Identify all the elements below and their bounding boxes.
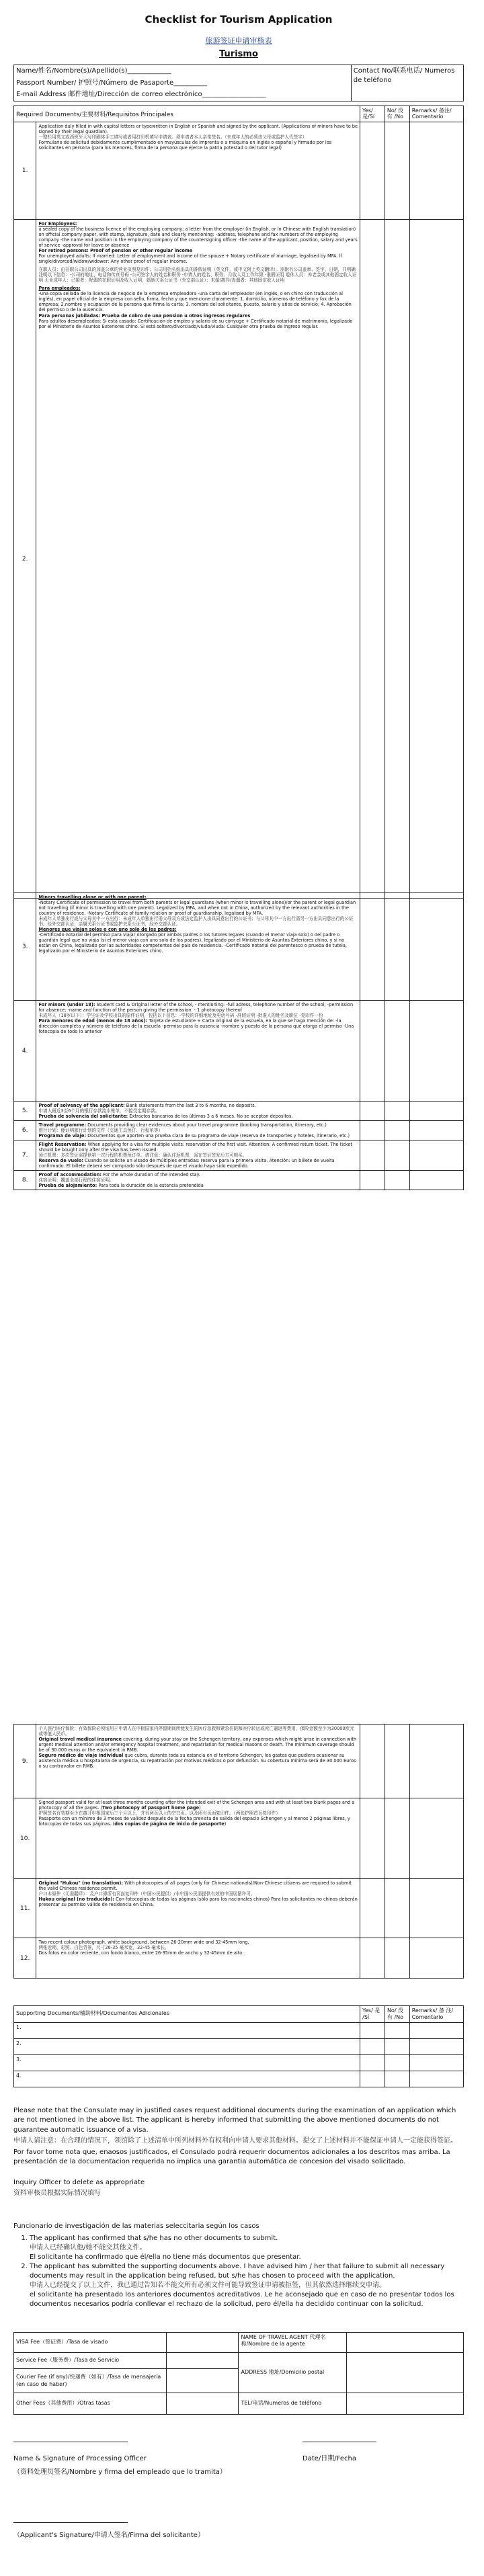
page-three bbox=[13, 1724, 464, 2576]
applicant-signature-label: （Applicant's Signature/申请人签名/Firma del solicitante） bbox=[13, 2532, 204, 2539]
row-unemployed-es: Para adultos desempleados: Si está casado: Certificación de empleo y salario de su cónyuge + Certificado notarial de matrimonio, legalizado por el Ministerio de Asuntos Exteriores chino. Si está soltero/divorciado/viudo/viuda: Cualquier otra prueba de ingreso regular. bbox=[38, 318, 353, 329]
tel-label: TEL/电话/Numeros de teléfono bbox=[239, 2393, 347, 2415]
row-text-cn: 两张近期、彩照、白色背景，尺寸26-35 毫米宽，32-45 毫米长。 bbox=[38, 1945, 169, 1951]
row-retired-en: For retired persons: Proof of pension or other regular income bbox=[38, 248, 193, 254]
page-one bbox=[13, 13, 464, 899]
table-row: 4. For minors (under 18): Student card & Original letter of the school, - mentioning: -full adress, telephone number of the school; -permission for absence; -name and function of the person giving the permission. - 1 photocopy thereof 未成年人（18岁以下）：学生证及学校出具的原件证明，包括以下信息：-学校的详细地址及电话号码 -准假证明 -批准人的姓名及职位 -复印件一份 Para menores de edad (menos de 18 años): Tarjeta de estudiante + Carta original de la escuela, en la que se haga mención de: -la dirección completa y número de teléfono de la escuela -permiso para la ausencia -nombre y puesto de la persona que otorga el permiso -Una fotocopia de todo lo anterior bbox=[14, 1001, 464, 1102]
table-row: 2. For Employees: a sealed copy of the business licence of the employing company; a letter from the employer (in English, or in Chinese with English translation) on official company paper, with stamp, signature, date and clearly mentioning: -address, telephone and fax numbers of the employing company -the name and position in the employing company of the countersigning officer -the name of the applicant, position, salary and years of service -approval for leave or absence For retired persons: Proof of pension or other regular income For unemployed adults: If married: Letter of employment and income of the spouse + Notary certificate of marriage, legalised by MFA. If single/divorced/widow/widower: Any other proof of regular income. 在职人员：由在职公司出具的加盖公章的营业执照复印件；公司用抬头纸出具的准假证明（英文件，或中文附上英文翻译）。需附有公司盖章、签字、日期，并明确注明以下信息：-公司的地址、电话和传真号码 -公司签字人的姓名和职务 -申请人的姓名、职务、月收入及工作年限 -准假证明 退休人员：养老金或其他固定收入证明 无业成年人：已婚者：配偶的在职证明及收入证明，婚姻关系公证书（外交部认证）；未婚/离异/丧偶者：其他固定收入证明 Para empleados: -una copia sellada de la licencia de negocio de la empresa empleadora -una carta del empleador (en inglés, o en chino con traducción al inglés), en papel oficial de la empresa con sello, firma, fecha y que mencione claramente: 1. domicilio, números de teléfono y fax de la empresa; 2.nombre y ocupación de la persona que firma la carta; 3. nombre del solicitante, puesto, salario y años de servicio; 4. Aprobación del permiso o de la ausencia. Para personas jubiladas: Prueba de cobro de una pension u otros ingresos regulares Para adultos desempleados: Si está casado: Certificación de empleo y salario de su cónyuge + Certificado notarial de matrimonio, legalizado por el Ministerio de Asuntos Exteriores chino. Si está soltero/divorciado/viudo/viuda: Cualquier otra prueba de ingreso regular. bbox=[14, 220, 464, 899]
inquiry-cn: 资料审核员根据实际情况填写 bbox=[13, 2190, 101, 2197]
row-heading-en: Flight Reservation: bbox=[38, 1142, 87, 1148]
row-text-en: When applying for a visa for multiple visits: reservation of the first visit. Attention: A confirmed return ticket. The ticket should be bought only after the visa has been issued. bbox=[38, 1142, 352, 1153]
no-checkbox[interactable] bbox=[385, 1140, 409, 1171]
remarks-cell[interactable] bbox=[409, 2054, 463, 2071]
no-checkbox[interactable] bbox=[385, 2022, 409, 2038]
row-text-cn: 护照签名有效期至少在离开申根国家后三个月以上，并有两页以上的空白页。以及所有页面复印件。（两张护照首页复印件） bbox=[38, 1811, 280, 1817]
no-checkbox[interactable] bbox=[385, 893, 409, 1001]
row-unemployed-en: For unemployed adults: If married: Letter of employment and income of the spouse + Notary certificate of marriage, legalised by MFA. If single/divorced/widow/widower: Any other proof of regular income. bbox=[38, 253, 342, 265]
applicant-info-table bbox=[13, 65, 464, 101]
officer-item: 2. The applicant has submitted the supporting documents above. I have advised him / her that failure to submit all necessary documents may result in the application being refused, but s/he has chosen to proceed with the application. 申请人已经提交了以上文件，我已通过告知若不能交所有必须文件可能导致签证申请被拒签，但其依然选择继续交申请。 el solicitante ha presentado los anteriores documentos acreditativos. Le he aconsejado que en caso de no presentar todos los documentos necesarios podría conllevar el rechazo de la solicitud, pero él/ella ha decidido continuar con la solicitud. bbox=[30, 2262, 464, 2309]
remarks-cell[interactable] bbox=[409, 1121, 463, 1140]
officer-block bbox=[13, 2222, 464, 2310]
no-checkbox[interactable] bbox=[385, 1171, 409, 1190]
remarks-cell[interactable] bbox=[409, 893, 463, 1001]
row-text-cn: 住宿证明：覆盖全部行程的住宿证明。 bbox=[38, 1177, 114, 1183]
required-docs-header: Required Documents/主要材料/Requisitos Principales bbox=[14, 106, 360, 122]
row-heading-en: For minors (under 18): bbox=[38, 1002, 95, 1007]
remarks-header: Remarks/ 备注/ Comentario bbox=[409, 106, 463, 122]
row-heading-es: Menores que viajan solos o con uno solo de los padres: bbox=[38, 927, 177, 933]
yes-checkbox[interactable] bbox=[360, 2071, 385, 2087]
yes-checkbox[interactable] bbox=[360, 122, 385, 220]
remarks-cell[interactable] bbox=[409, 1879, 463, 1938]
yes-checkbox[interactable] bbox=[360, 1001, 385, 1102]
row-text-en: Two recent colour photograph, white background, between 26-20mm wide and 32-45mm long. bbox=[38, 1940, 249, 1945]
row-text-cn: 申请人最近3至6个月的银行存款流水账单，不接受定期存款。 bbox=[38, 1108, 160, 1114]
officer-checklist bbox=[13, 2234, 464, 2309]
supporting-row bbox=[14, 2054, 464, 2071]
notice-cn: 申请人请注意：在合理的情况下，领馆除了上述清单中所列材料外有权利向申请人要求其他材料。提交了上述材料并不能保证申请人一定能获得签证。 bbox=[13, 2137, 457, 2145]
remarks-cell[interactable] bbox=[409, 1938, 463, 1979]
table-row: 3. Minors travelling alone or with one parent: -Notary Certificate of permission to travel from both parents or legal guardians (when minor is travelling alone)/or the parent or legal guardian not travelling (if minor is travelling with one parent). Legalized by MFA, and when not in China, authorized by the relevant authorities in the country of residence. -Notary Certificate of family relation or proof of guardianship, legalised by MFA. 未成年人单独出行或与父母其中一方出行：未成年人单独出行需父母双方或法定监护人出具同意出行的公证书；与父母其中一方出行需另一方出具同意出行的公证书。经外交部认证；亲属关系公证书或监护关系公证书，经外交部认证。 Menores que viajan solos o con uno solo de los padres: -Certificado notarial del permiso para viajar otorgado por ambos padres o los tutores legales (cuando el menor viaja solo) o del padre o guardián legal que no viaja (si el menor viaja con uno solo de los padres), legalizado por el Ministerio de Asuntos Exteriores chino, y si no están en China, legalizado por las autoridades competentes del país de residencia. -Certificado notarial del parentesco o prueba de tutela, legalizado por el Ministerio de Asuntos Exteriores chino. bbox=[14, 893, 464, 1001]
row-heading-es: Para menores de edad (menos de 18 años): bbox=[38, 1018, 148, 1024]
row-text-en: Student card & Original letter of the school, - mentioning: -full adress, telephone number of the school; -permission for absence; -name and function of the person giving the permission. - 1 photocopy thereof bbox=[38, 1002, 354, 1013]
row-text-es: Pasaporte con un mínimo de 3 meses de validez después de la fecha prevista de salida del espacio Schengen y al menos 2 páginas libres, y fotocopias de todas sus páginas. ( bbox=[38, 1816, 350, 1827]
no-checkbox[interactable] bbox=[385, 220, 409, 899]
row-text-es: Dos fotos en color reciente, con fondo blanco, entre 26-35mm de ancho y 32-45mm de alto. bbox=[38, 1950, 244, 1956]
row-heading-en: Travel programme: bbox=[38, 1122, 87, 1128]
no-checkbox[interactable] bbox=[385, 1879, 409, 1938]
yes-checkbox[interactable] bbox=[360, 220, 385, 899]
supporting-item-field[interactable]: 3. bbox=[14, 2054, 360, 2071]
remarks-cell[interactable] bbox=[409, 2071, 463, 2087]
row-heading-en: Original travel medical insurance bbox=[38, 1737, 122, 1743]
supporting-item-field[interactable]: 1. bbox=[14, 2022, 360, 2038]
remarks-cell[interactable] bbox=[409, 1171, 463, 1190]
row-text-cn: 个人旅行医疗保险：有效保险必须适用于申请人在申根国家内停留期间所能发生的医疗急救和紧急住院和医疗转运或死亡遣返等费用，保险金额至少为30000欧元或等值人民币。 bbox=[38, 1726, 354, 1737]
yes-checkbox[interactable] bbox=[360, 2022, 385, 2038]
row-text-en: -Notary Certificate of permission to travel from both parents or legal guardians (when minor is travelling alone)/or the parent or legal guardian not travelling (if minor is travelling with one parent). Legalized by MFA, and when not in China, authorized by the relevant authorities in the country of residence. -Notary Certificate of family relation or proof of guardianship, legalised by MFA. bbox=[38, 900, 356, 917]
row-heading-en: Minors travelling alone or with one parent: bbox=[38, 895, 147, 900]
name-field[interactable]: Name/姓名/Nombre(s)/Apellido(s)_____________ bbox=[14, 65, 352, 77]
row-heading-es: Reserva de vuelo: bbox=[38, 1158, 84, 1164]
row-text-en: For the whole duration of the intended stay. bbox=[103, 1172, 200, 1178]
row-text-es: -Certificado notarial del permiso para viajar otorgado por ambos padres o los tutores legales (cuando el menor viaja solo) o del padre o guardián legal que no viaja (si el menor viaja con uno solo de los padres), legalizado por el Ministerio de Asuntos Exteriores chino, y si no están en China, legalizado por las autoridades competentes del país de residencia. -Certificado notarial del parentesco o prueba de tutela, legalizado por el Ministerio de Asuntos Exteriores chino. bbox=[38, 932, 347, 954]
row-text-cn: 旅行计划：能证明旅行计划的文件（交通工具预订、行程单等） bbox=[38, 1128, 163, 1134]
row-heading-es: Hukou original (no traducido): bbox=[38, 1897, 114, 1903]
row-heading-en: For Employees: bbox=[38, 221, 77, 226]
row-heading-es: Prueba de solvencia del solicitante: bbox=[38, 1114, 128, 1120]
date-label: Date/日期/Fecha bbox=[302, 2455, 356, 2462]
remarks-cell[interactable] bbox=[409, 122, 463, 220]
row-heading-es: Seguro médico de viaje individual bbox=[38, 1753, 124, 1759]
table-row: 8. Proof of accommodation: For the whole duration of the intended stay. 住宿证明：覆盖全部行程的住宿证明。 Prueba de alojamiento: Para toda la duración de la estancia pretendida bbox=[14, 1171, 464, 1190]
table-row: 7. Flight Reservation: When applying for a visa for multiple visits: reservation of the first visit. Attention: A confirmed return ticket. The ticket should be bought only after the visa has been issued. 预订机票：多次签证需提供第一次行程的机票预订单。请注意：确认往返机票，需在签证签发后方可购买。 Reserva de vuelo: Cuando se solicite un visado de múltiples entradas: reserva para la primera visita. Atención: un billete de vuelta confirmado. El billete deberá ser comprado sólo después de que el visado haya sido expedido. bbox=[14, 1140, 464, 1171]
remarks-cell[interactable] bbox=[409, 1102, 463, 1121]
yes-checkbox[interactable] bbox=[360, 1879, 385, 1938]
yes-checkbox[interactable] bbox=[360, 2054, 385, 2071]
page-two bbox=[13, 892, 464, 1190]
remarks-cell[interactable] bbox=[409, 1001, 463, 1102]
row-text-en: Signed passport valid for at least three months counting after the intended exit of the Schengen area and with at least two blank pages and a photocopy of all the pages. ( bbox=[38, 1800, 355, 1811]
row-text-en: Documents providing clear evidences about your travel programme (booking transportation, itinerary, etc.) bbox=[87, 1122, 327, 1128]
no-header: No/ 没有 /No bbox=[385, 106, 409, 122]
supporting-row bbox=[14, 2071, 464, 2087]
supporting-remarks-header: Remarks/ 备 注/ Comentario bbox=[409, 2006, 463, 2023]
row-text-es: -una copia sellada de la licencia de negocio de la empresa empleadora -una carta del empleador (en inglés, o en chino con traducción al inglés), en papel oficial de la empresa con sello, firma, fecha y que mencione claramente: 1. domicilio, números de teléfono y fax de la empresa; 2.nombre y ocupación de la persona que firma la carta; 3. nombre del solicitante, puesto, salario y años de servicio; 4. Aprobación del permiso o de la ausencia. bbox=[38, 291, 352, 313]
service-fee-label: Service Fee（服务费）/Tasa de Servicio bbox=[14, 2353, 167, 2369]
tel-field[interactable] bbox=[347, 2393, 464, 2415]
address-label: ADDRESS 地址/Domicilio postal bbox=[239, 2353, 347, 2393]
no-checkbox[interactable] bbox=[385, 122, 409, 220]
visa-fee-label: VISA Fee（签证费）/Tasa de visado bbox=[14, 2333, 167, 2353]
courier-fee-label: Courier Fee (if any)/快递费（如有）/Tasa de mensajería (en caso de haber) bbox=[14, 2369, 167, 2393]
no-checkbox[interactable] bbox=[385, 1102, 409, 1121]
row-text-cn: 户口本原件（无需翻译）：及户口簿所有页面复印件（中国公民提供）/非中国公民需提供有效的中国居留许可。 bbox=[38, 1891, 255, 1897]
email-field[interactable]: E-mail Address 邮件地址/Dirección de correo electrónico___________________ bbox=[14, 89, 352, 101]
notice-block bbox=[13, 2106, 464, 2167]
row-text-es: Formulario de solicitud debidamente cumplimentado en mayúsculas de imprenta o a máquina en inglés o español y firmado por los solicitantes en persona (para los menores, firma de la persona que ejerce la patria potestad o del tutor legal) bbox=[38, 140, 332, 151]
required-documents-table-cont2 bbox=[13, 1724, 464, 1979]
supporting-header: Supporting Documents/辅助材料/Documentos Adicionales bbox=[14, 2006, 360, 2023]
supporting-row bbox=[14, 2022, 464, 2038]
row-bold-en: Two photocopy of passport home page bbox=[102, 1805, 200, 1811]
contact-field[interactable]: Contact No/联系电话/ Numeros de teléfono bbox=[351, 65, 463, 101]
supporting-no-header: No/ 没有 /No bbox=[385, 2006, 409, 2023]
fees-table bbox=[13, 2332, 464, 2415]
agent-name-field[interactable] bbox=[347, 2333, 464, 2353]
supporting-item-field[interactable]: 4. bbox=[14, 2071, 360, 2087]
yes-checkbox[interactable] bbox=[360, 1798, 385, 1879]
yes-checkbox[interactable] bbox=[360, 1140, 385, 1171]
yes-header: Yes/ 是/Sí bbox=[360, 106, 385, 122]
row-heading-en: Original "Hukou" (no translation): bbox=[38, 1880, 124, 1886]
table-row: 12. Two recent colour photograph, white background, between 26-20mm wide and 32-45mm long. 两张近期、彩照、白色背景，尺寸26-35 毫米宽，32-45 毫米长。 Dos fotos en color reciente, con fondo blanco, entre 26-35mm de ancho y 32-45mm de alto. bbox=[14, 1938, 464, 1979]
officer-title: Funcionario de investigación de las materias seleccitaria según los casos bbox=[13, 2222, 259, 2230]
yes-checkbox[interactable] bbox=[360, 1121, 385, 1140]
no-checkbox[interactable] bbox=[385, 1938, 409, 1979]
supporting-item-field[interactable]: 2. bbox=[14, 2038, 360, 2054]
officer-signature-cn: （资料处理员签名/Nombre y firma del empleado que lo tramita） bbox=[13, 2468, 227, 2476]
other-fees-field[interactable] bbox=[167, 2393, 239, 2415]
page-title: Checklist for Tourism Application bbox=[145, 13, 333, 26]
required-documents-table bbox=[13, 106, 464, 899]
table-row: 5. Proof of solvency of the applicant: Bank statements from the last 3 to 6 months, no deposits. 申请人最近3至6个月的银行存款流水账单，不接受定期存款。 Prueba de solvencia del solicitante: Extractos bancarios de los últimos 3 a 6 meses. No se aceptan depósitos. bbox=[14, 1102, 464, 1121]
remarks-cell[interactable] bbox=[409, 1798, 463, 1879]
row-text-en: a sealed copy of the business licence of the employing company; a letter from the employer (in English, or in Chinese with English translation) on official company paper, with stamp, signature, date and clearly mentioning: -address, telephone and fax numbers of the employing company -the name and position in the employing company of the countersigning officer -the name of the applicant, position, salary and years of service -approval for leave or absence bbox=[38, 226, 358, 249]
table-row: 9. 个人旅行医疗保险：有效保险必须适用于申请人在申根国家内停留期间所能发生的医疗急救和紧急住院和医疗转运或死亡遣返等费用，保险金额至少为30000欧元或等值人民币。 Original travel medical insurance covering, during your stay on the Schengen territory, any expenses which might arise in connection with urgent medical attention and/or emergency hospital treatment, and repatriation for medical reasons or death. The minimum coverage should be of 30 000 euros or the equivalent in RMB. Seguro médico de viaje individual que cubra, durante toda su estancia en el territorio Schengen, los gastos que pudiera ocasionar su asistencia médica u hospitalaria de urgencia, su repatriación por motivos médicos o por defunción. Su cobertura mínima será de 30.000 Euros o su contravalor en RMB. bbox=[14, 1725, 464, 1798]
row-heading-es: Prueba de alojamiento: bbox=[38, 1183, 97, 1189]
remarks-cell[interactable] bbox=[409, 1725, 463, 1798]
row-heading-es: Programa de viaje: bbox=[38, 1133, 86, 1139]
notice-es: Por favor tome nota que, enaosos justificados, el Consulado podrá requerir documentos adicionales a los descritos mas arriba. La presentación de la documentacion requerida no implica una garantia automática de concesion del visado solicitado. bbox=[13, 2148, 450, 2165]
row-text-es: que cubra, durante toda su estancia en el territorio Schengen, los gastos que pudiera ocasionar su asistencia médica u hospitalaria de urgencia, su repatriación por motivos médicos o por defunción. Su cobertura mínima será de 30.000 Euros o su contravalor en RMB. bbox=[38, 1753, 356, 1770]
required-documents-table-cont bbox=[13, 892, 464, 1190]
visa-fee-field[interactable] bbox=[167, 2333, 239, 2353]
yes-checkbox[interactable] bbox=[360, 1171, 385, 1190]
courier-fee-field[interactable] bbox=[167, 2369, 239, 2393]
officer-item: 1. The applicant has confirmed that s/he has no other documents to submit. 申请人已经确认他/她不能交其他文件。 El solicitante ha confirmado que él/ella no tiene más documentos que presentar. bbox=[30, 2234, 464, 2262]
yes-checkbox[interactable] bbox=[360, 1102, 385, 1121]
row-text-es: Con fotocopias de todas las páginas (sólo para los nacionales chinos) Para los solicitantes no chinos deberán presentar su permiso válido de residencia en China. bbox=[38, 1897, 358, 1908]
row-text-en: Bank statements from the last 3 to 6 months, no deposits. bbox=[126, 1103, 256, 1108]
row-text-es: Para toda la duración de la estancia pretendida bbox=[98, 1183, 204, 1189]
row-text-cn: 未成年人单独出行或与父母其中一方出行：未成年人单独出行需父母双方或法定监护人出具同意出行的公证书；与父母其中一方出行需另一方出具同意出行的公证书。经外交部认证；亲属关系公证书或监护关系公证书，经外交部认证。 bbox=[38, 916, 354, 927]
no-checkbox[interactable] bbox=[385, 1001, 409, 1102]
yes-checkbox[interactable] bbox=[360, 893, 385, 1001]
row-text-en: Application duly filled in with capital letters or typewritten in English or Spanish and signed by the applicant. (Applications of minors have to be signed by their legal guardian). bbox=[38, 124, 358, 135]
no-checkbox[interactable] bbox=[385, 1121, 409, 1140]
other-fees-label: Other Fees（其他费用）/Otras tasas bbox=[14, 2393, 167, 2415]
notice-en: Please note that the Consulate may in justified cases request additional documents during the examination of an application which are not mentioned in the above list. The applicant is hereby informed that submitting the above mentioned documents do not guarantee automatic issuance of a visa. bbox=[13, 2106, 456, 2134]
inquiry-en: Inquiry Officer to delete as appropriate bbox=[13, 2178, 145, 2186]
applicant-signature-line[interactable] bbox=[13, 2522, 128, 2523]
page-subtitle-cn: 旅游签证申请审核表 bbox=[205, 36, 272, 45]
supporting-documents-table bbox=[13, 2005, 464, 2087]
row-heading-en: Proof of accommodation: bbox=[38, 1172, 102, 1178]
no-checkbox[interactable] bbox=[385, 2038, 409, 2054]
officer-signature-label: Name & Signature of Processing Officer bbox=[13, 2455, 147, 2462]
supporting-yes-header: Yes/ 是 /Sí bbox=[360, 2006, 385, 2023]
page-subtitle-es: Turismo bbox=[219, 49, 258, 59]
inquiry-block bbox=[13, 2178, 464, 2199]
row-text-en: covering, during your stay on the Schengen territory, any expenses which might arise in connection with urgent medical attention and/or emergency hospital treatment, and repatriation for medical reasons or death. The minimum coverage should be of 30 000 euros or the equivalent in RMB. bbox=[38, 1737, 357, 1753]
row-heading-es: Para empleados: bbox=[38, 286, 81, 292]
row-text-cn: 预订机票：多次签证需提供第一次行程的机票预订单。请注意：确认往返机票，需在签证签发后方可购买。 bbox=[38, 1153, 247, 1159]
address-field[interactable] bbox=[347, 2353, 464, 2393]
table-row: 1. Application duly filled in with capital letters or typewritten in English or Spanish and signed by the applicant. (Applications of minors have to be signed by their legal guardian). 一整栏用英文或西班牙大写印刷体手工填写或者用打印机填写申请表。须申请者本人亲笔签名。（未成年人的必须由父母或监护人代签字） Formulario de solicitud debidamente cumplimentado en mayúsculas de imprenta o a máquina en inglés o español y firmado por los solicitantes en persona (para los menores, firma de la persona que ejerce la patria potestad o del tutor legal) bbox=[14, 122, 464, 220]
no-checkbox[interactable] bbox=[385, 2054, 409, 2071]
no-checkbox[interactable] bbox=[385, 1798, 409, 1879]
row-text-es: Cuando se solicite un visado de múltiples entradas: reserva para la primera visita. Atención: un billete de vuelta confirmado. El billete deberá ser comprado sólo después de que el visado haya sido expedido. bbox=[38, 1158, 335, 1169]
table-row: 11. Original "Hukou" (no translation): With photocopies of all pages (only for Chinese nationals)/Non-Chinese citizens are required to submit the valid Chinese residence permit. 户口本原件（无需翻译）：及户口簿所有页面复印件（中国公民提供）/非中国公民需提供有效的中国居留许可。 Hukou original (no traducido): Con fotocopias de todas las páginas (sólo para los nacionales chinos) Para los solicitantes no chinos deberán presentar su permiso válido de residencia en China. bbox=[14, 1879, 464, 1938]
row-retired-es: Para personas jubiladas: Prueba de cobro de una pension u otros ingresos regulares bbox=[38, 313, 251, 319]
yes-checkbox[interactable] bbox=[360, 1725, 385, 1798]
row-text-cn: 在职人员：由在职公司出具的加盖公章的营业执照复印件；公司用抬头纸出具的准假证明（英文件，或中文附上英文翻译）。需附有公司盖章、签字、日期，并明确注明以下信息：-公司的地址、电话和传真号码 -公司签字人的姓名和职务 -申请人的姓名、职务、月收入及工作年限 -准假证明 退休人员：养老金或其他固定收入证明 无业成年人：已婚者：配偶的在职证明及收入证明，婚姻关系公证书（外交部认证）；未婚/离异/丧偶者：其他固定收入证明 bbox=[38, 267, 357, 284]
no-checkbox[interactable] bbox=[385, 2071, 409, 2087]
passport-field[interactable]: Passport Number/ 护照号/Número de Pasaporte__________ bbox=[14, 77, 352, 89]
row-text-es: Tarjeta de estudiante + Carta original de la escuela, en la que se haga mención de: -la dirección completa y número de teléfono de la escuela -permiso para la ausencia -nombre y puesto de la persona que otorga el permiso -Una fotocopia de todo lo anterior bbox=[38, 1018, 354, 1035]
agent-name-label: NAME OF TRAVEL AGENT 代理名称/Nombre de la agente bbox=[239, 2333, 347, 2353]
remarks-cell[interactable] bbox=[409, 2038, 463, 2054]
row-heading-en: Proof of solvency of the applicant: bbox=[38, 1103, 125, 1108]
row-text-cn: 未成年人（18岁以下）：学生证及学校出具的原件证明，包括以下信息：-学校的详细地址及电话号码 -准假证明 -批准人的姓名及职位 -复印件一份 bbox=[38, 1013, 323, 1019]
yes-checkbox[interactable] bbox=[360, 1938, 385, 1979]
row-text-es: Documentos que aporten una prueba clara de su programa de viaje (reserva de transportes y hoteles, itinerario, etc.) bbox=[87, 1133, 350, 1139]
row-text-cn: 一整栏用英文或西班牙大写印刷体手工填写或者用打印机填写申请表。须申请者本人亲笔签名。（未成年人的必须由父母或监护人代签字） bbox=[38, 134, 307, 140]
remarks-cell[interactable] bbox=[409, 220, 463, 899]
remarks-cell[interactable] bbox=[409, 1140, 463, 1171]
table-row: 6. Travel programme: Documents providing clear evidences about your travel programme (booking transportation, itinerary, etc.) 旅行计划：能证明旅行计划的文件（交通工具预订、行程单等） Programa de viaje: Documentos que aporten una prueba clara de su programa de viaje (reserva de transportes y hoteles, itinerario, etc.) bbox=[14, 1121, 464, 1140]
remarks-cell[interactable] bbox=[409, 2022, 463, 2038]
supporting-row bbox=[14, 2038, 464, 2054]
table-row: 10. Signed passport valid for at least three months counting after the intended exit of the Schengen area and with at least two blank pages and a photocopy of all the pages. (Two photocopy of passport home page) 护照签名有效期至少在离开申根国家后三个月以上，并有两页以上的空白页。以及所有页面复印件。（两张护照首页复印件） Pasaporte con un mínimo de 3 meses de validez después de la fecha prevista de salida del espacio Schengen y al menos 2 páginas libres, y fotocopias de todas sus páginas. (dos copias de página de inicio de pasaporte) bbox=[14, 1798, 464, 1879]
signature-block bbox=[13, 2442, 464, 2576]
service-fee-field[interactable] bbox=[167, 2353, 239, 2369]
row-text-en: With photocopies of all pages (only for Chinese nationals)/Non-Chinese citizens are required to submit the valid Chinese residence permit. bbox=[38, 1880, 352, 1892]
yes-checkbox[interactable] bbox=[360, 2038, 385, 2054]
row-text-es: Extractos bancarios de los últimos 3 a 6 meses. No se aceptan depósitos. bbox=[129, 1114, 293, 1120]
row-bold-es: dos copias de página de inicio de pasaporte bbox=[114, 1821, 225, 1827]
no-checkbox[interactable] bbox=[385, 1725, 409, 1798]
